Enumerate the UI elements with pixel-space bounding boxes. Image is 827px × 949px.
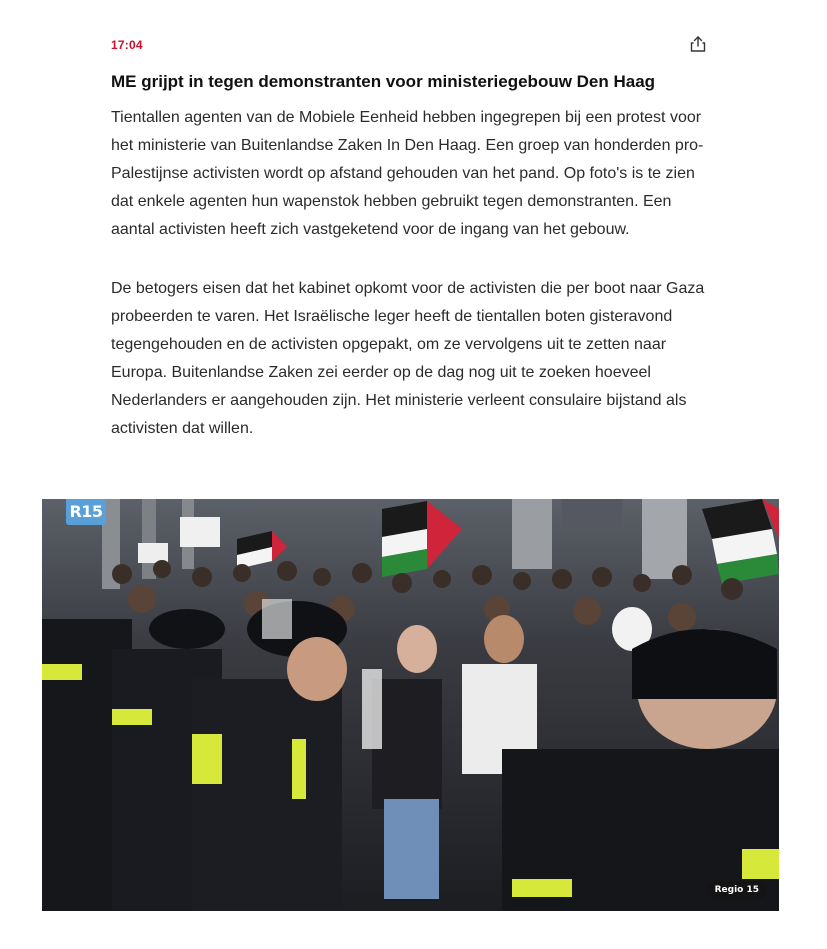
share-icon — [689, 35, 707, 53]
photo-credit-badge: Regio 15 — [707, 881, 767, 899]
article-photo[interactable] — [42, 499, 779, 911]
article-headline: ME grijpt in tegen demonstranten voor ministeriegebouw Den Haag — [111, 72, 656, 91]
share-button[interactable] — [687, 33, 709, 55]
news-article — [111, 30, 711, 443]
protest-photo-illustration — [42, 499, 779, 911]
r15-logo: R15 — [66, 499, 106, 525]
article-paragraph: De betogers eisen dat het kabinet opkomt voor de activisten die per boot naar Gaza probeerden te varen. Het Israëlische leger heeft de tientallen boten gisteravond tegengehouden en de activisten opgepakt, om ze vervolgens uit te zetten naar Europa. Buitenlandse Zaken zei eerder op de dag nog uit te zoeken hoeveel Nederlanders er aangehouden zijn. Het ministerie verleent consulaire bijstand als activisten dat willen. — [111, 280, 705, 437]
article-paragraph: Tientallen agenten van de Mobiele Eenheid hebben ingegrepen bij een protest voor het ministerie van Buitenlandse Zaken In Den Haag. Een groep van honderden pro-Palestijnse activisten wordt op afstand gehouden van het pand. Op foto's is te zien dat enkele agenten hun wapenstok hebben gebruikt tegen demonstranten. Een aantal activisten heeft zich vastgeketend voor de ingang van het gebouw. — [111, 109, 704, 238]
article-timestamp: 17:04 — [111, 38, 143, 52]
article-meta — [111, 30, 711, 58]
